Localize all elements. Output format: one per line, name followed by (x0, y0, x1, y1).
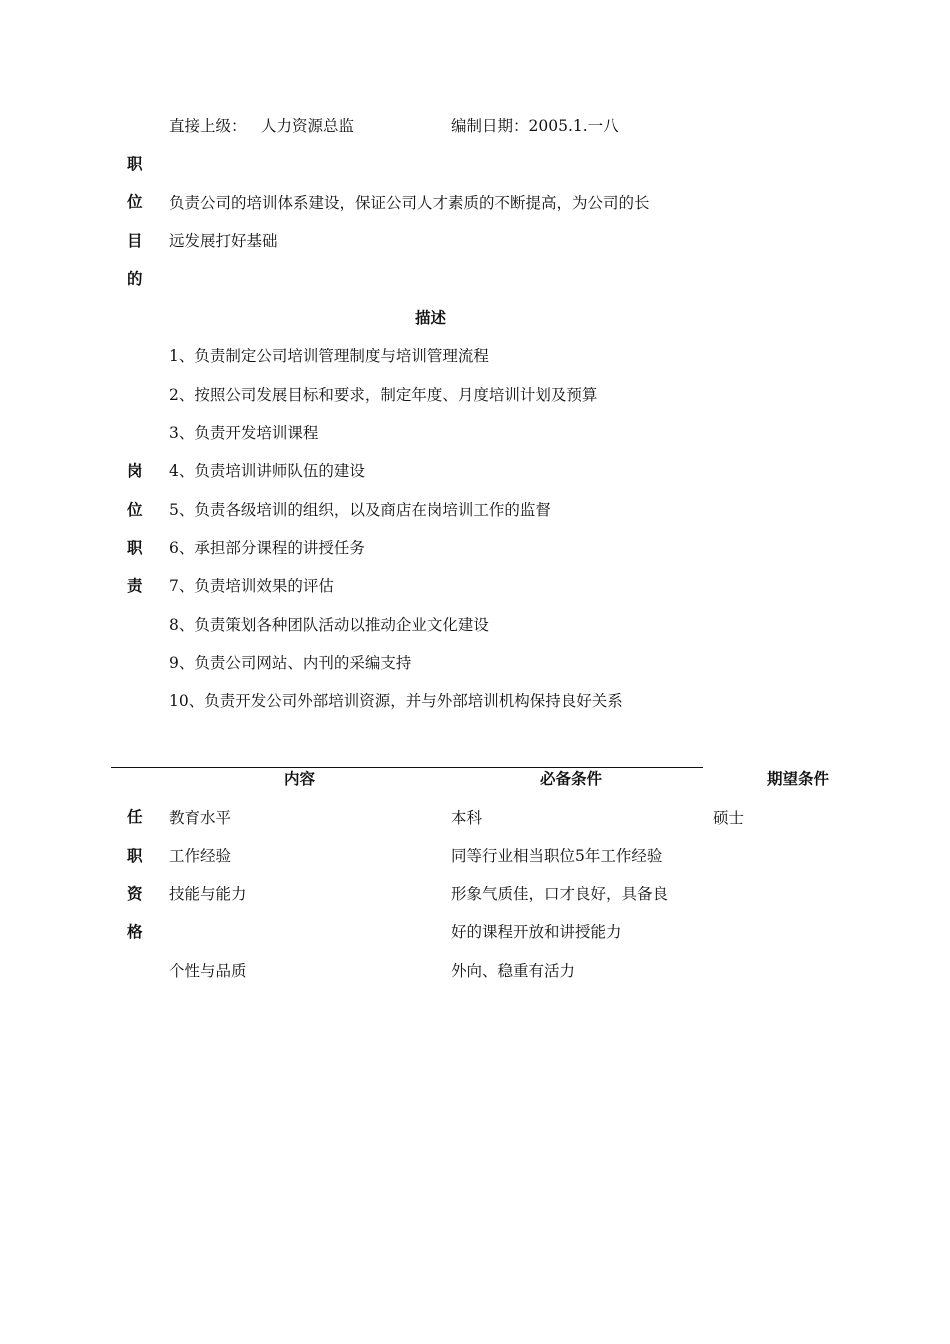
duty-item: 9、负责公司网站、内刊的采编支持 (169, 654, 412, 672)
column-header-content: 内容 (284, 770, 316, 788)
purpose-side-label-1: 职 (127, 155, 143, 173)
duties-side-label-2: 位 (127, 501, 143, 519)
duty-item: 1、负责制定公司培训管理制度与培训管理流程 (169, 347, 489, 365)
duties-heading: 描述 (415, 309, 447, 327)
duties-side-label-3: 职 (127, 539, 143, 557)
duties-side-label-1: 岗 (127, 462, 143, 480)
qual-side-label-1: 任 (127, 808, 143, 826)
column-header-required: 必备条件 (540, 770, 603, 788)
table-top-rule (111, 767, 703, 768)
duties-side-label-4: 责 (127, 577, 143, 595)
table-cell-expected: 硕士 (713, 809, 745, 827)
table-cell-required: 好的课程开放和讲授能力 (451, 923, 622, 941)
purpose-side-label-3: 目 (127, 232, 143, 250)
table-cell-required: 同等行业相当职位5年工作经验 (451, 847, 663, 865)
table-cell-required: 形象气质佳，口才良好，具备良 (451, 885, 669, 903)
column-header-expected: 期望条件 (767, 770, 830, 788)
duty-item: 10、负责开发公司外部培训资源，并与外部培训机构保持良好关系 (169, 692, 623, 710)
table-cell-content: 个性与品质 (169, 962, 247, 980)
duty-item: 8、负责策划各种团队活动以推动企业文化建设 (169, 616, 489, 634)
qual-side-label-2: 职 (127, 847, 143, 865)
table-cell-required: 外向、稳重有活力 (451, 962, 576, 980)
table-cell-required: 本科 (451, 809, 483, 827)
qual-side-label-4: 格 (127, 923, 143, 941)
purpose-side-label-4: 的 (127, 270, 143, 288)
purpose-side-label-2: 位 (127, 193, 143, 211)
qual-side-label-3: 资 (127, 885, 143, 903)
supervisor-label: 直接上级： (169, 117, 247, 135)
duty-item: 3、负责开发培训课程 (169, 424, 319, 442)
compile-date: 编制日期：2005.1.一八 (451, 117, 619, 135)
purpose-line-2: 远发展打好基础 (169, 232, 278, 250)
purpose-line-1: 负责公司的培训体系建设，保证公司人才素质的不断提高，为公司的长 (169, 194, 650, 212)
duty-item: 7、负责培训效果的评估 (169, 577, 334, 595)
table-cell-content: 教育水平 (169, 809, 232, 827)
duty-item: 5、负责各级培训的组织，以及商店在岗培训工作的监督 (169, 501, 551, 519)
duty-item: 2、按照公司发展目标和要求，制定年度、月度培训计划及预算 (169, 386, 598, 404)
supervisor-value: 人力资源总监 (261, 117, 355, 135)
table-cell-content: 工作经验 (169, 847, 232, 865)
duty-item: 4、负责培训讲师队伍的建设 (169, 462, 365, 480)
table-cell-content: 技能与能力 (169, 885, 247, 903)
duty-item: 6、承担部分课程的讲授任务 (169, 539, 365, 557)
